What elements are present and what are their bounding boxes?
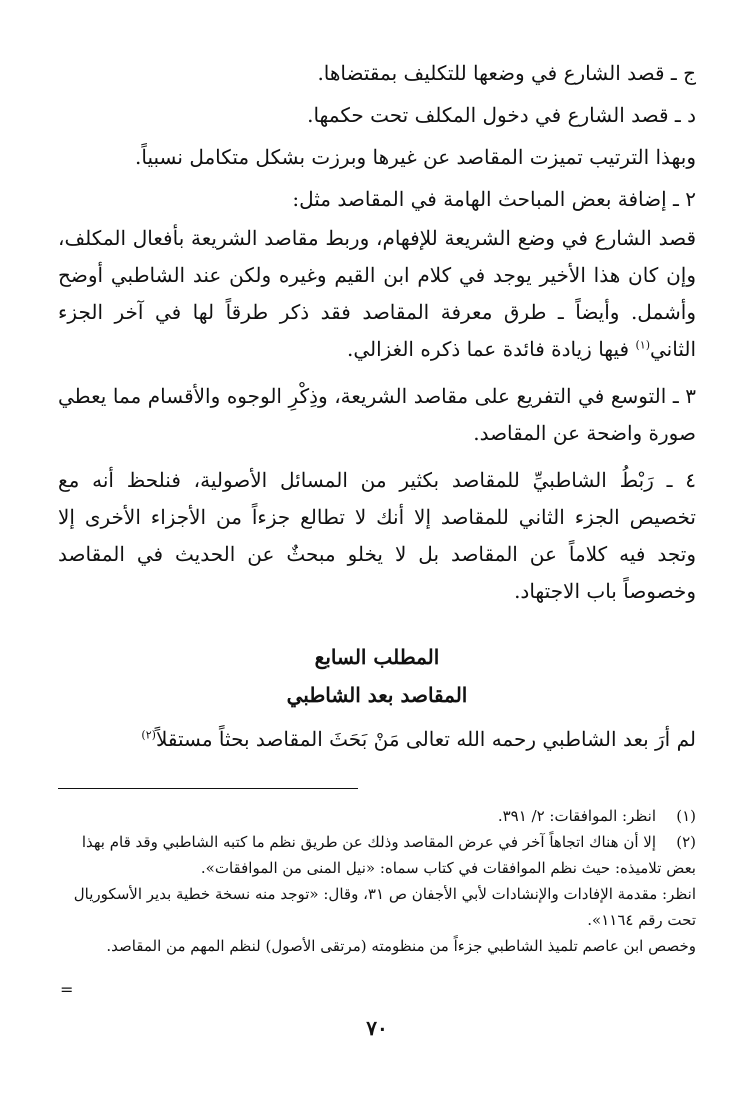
footnote-2 [58, 829, 696, 881]
continuation-mark: = [60, 980, 74, 999]
after-heading-line [58, 718, 696, 760]
paragraph-intent [58, 220, 696, 368]
footnote-2-text: إلا أن هناك اتجاهاً آخر في عرض المقاصد وذلك عن طريق نظم ما كتبه الشاطبي وقد قام بهذا بعض تلاميذه: حيث نظم الموافقات في كتاب سماه: «نيل المنى من الموافقات». [81, 833, 696, 877]
section-title: المطلب السابع [314, 645, 440, 669]
footnote-1-text: انظر: الموافقات: ٢/ ٣٩١. [497, 807, 656, 825]
paragraph-intent-text: قصد الشارع في وضع الشريعة للإفهام، وربط مقاصد الشريعة بأفعال المكلف، وإن كان هذا الأخير يوجد في كلام ابن القيم وغيره ولكن عند الشاطبي أوضح وأشمل. وأيضاً ـ طرق معرفة المقاصد فقد ذكر طرقاً لها في آخر الجزء الثاني [58, 226, 697, 361]
footnote-2-number: (٢) [676, 833, 696, 851]
page-number: ٧٠ [366, 1016, 388, 1040]
footnote-separator [58, 788, 358, 789]
section-heading [58, 638, 696, 714]
list-item-d: د ـ قصد الشارع في دخول المكلف تحت حكمها. [307, 103, 696, 127]
footnote-1 [58, 803, 696, 829]
footnote-ref-2: (٢) [141, 728, 156, 742]
footnote-2-note: وخصص ابن عاصم تلميذ الشاطبي جزءاً من منظومته (مرتقى الأصول) لنظم المهم من المقاصد. [106, 937, 696, 955]
paragraph-intent-tail: فيها زيادة فائدة عما ذكره الغزالي. [346, 337, 636, 361]
after-heading-text: لم أرَ بعد الشاطبي رحمه الله تعالى مَنْ بَحَثَ المقاصد بحثاً مستقلاً [155, 727, 696, 751]
footnotes [58, 803, 696, 959]
paragraph-item-3: ٣ ـ التوسع في التفريع على مقاصد الشريعة، وذِكْرِ الوجوه والأقسام مما يعطي صورة واضحة عن المقاصد. [58, 384, 696, 445]
footnote-1-number: (١) [676, 807, 696, 825]
paragraph-item-4: ٤ ـ رَبْطُ الشاطبيِّ للمقاصد بكثير من المسائل الأصولية، فنلحظ أنه مع تخصيص الجزء الثاني للمقاصد إلا أنك لا تطالع جزءاً من الأجزاء الأخرى إلا وتجد فيه كلاماً عن المقاصد بل لا يخلو مبحثٌ عن الحديث في المقاصد وخصوصاً باب الاجتهاد. [58, 468, 696, 603]
footnote-2-reference: انظر: مقدمة الإفادات والإنشادات لأبي الأجفان ص ٣١، وقال: «توجد منه نسخة خطية بدير الأسكوريال تحت رقم ١١٦٤». [73, 885, 696, 929]
page-content [58, 52, 696, 959]
section-subtitle: المقاصد بعد الشاطبي [286, 683, 468, 707]
order-sentence: وبهذا الترتيب تميزت المقاصد عن غيرها وبرزت بشكل متكامل نسبياً. [135, 145, 696, 169]
list-item-j: ج ـ قصد الشارع في وضعها للتكليف بمقتضاها. [317, 61, 696, 85]
footnote-ref-1: (١) [635, 338, 650, 352]
item-2-title: ٢ ـ إضافة بعض المباحث الهامة في المقاصد مثل: [292, 187, 696, 211]
